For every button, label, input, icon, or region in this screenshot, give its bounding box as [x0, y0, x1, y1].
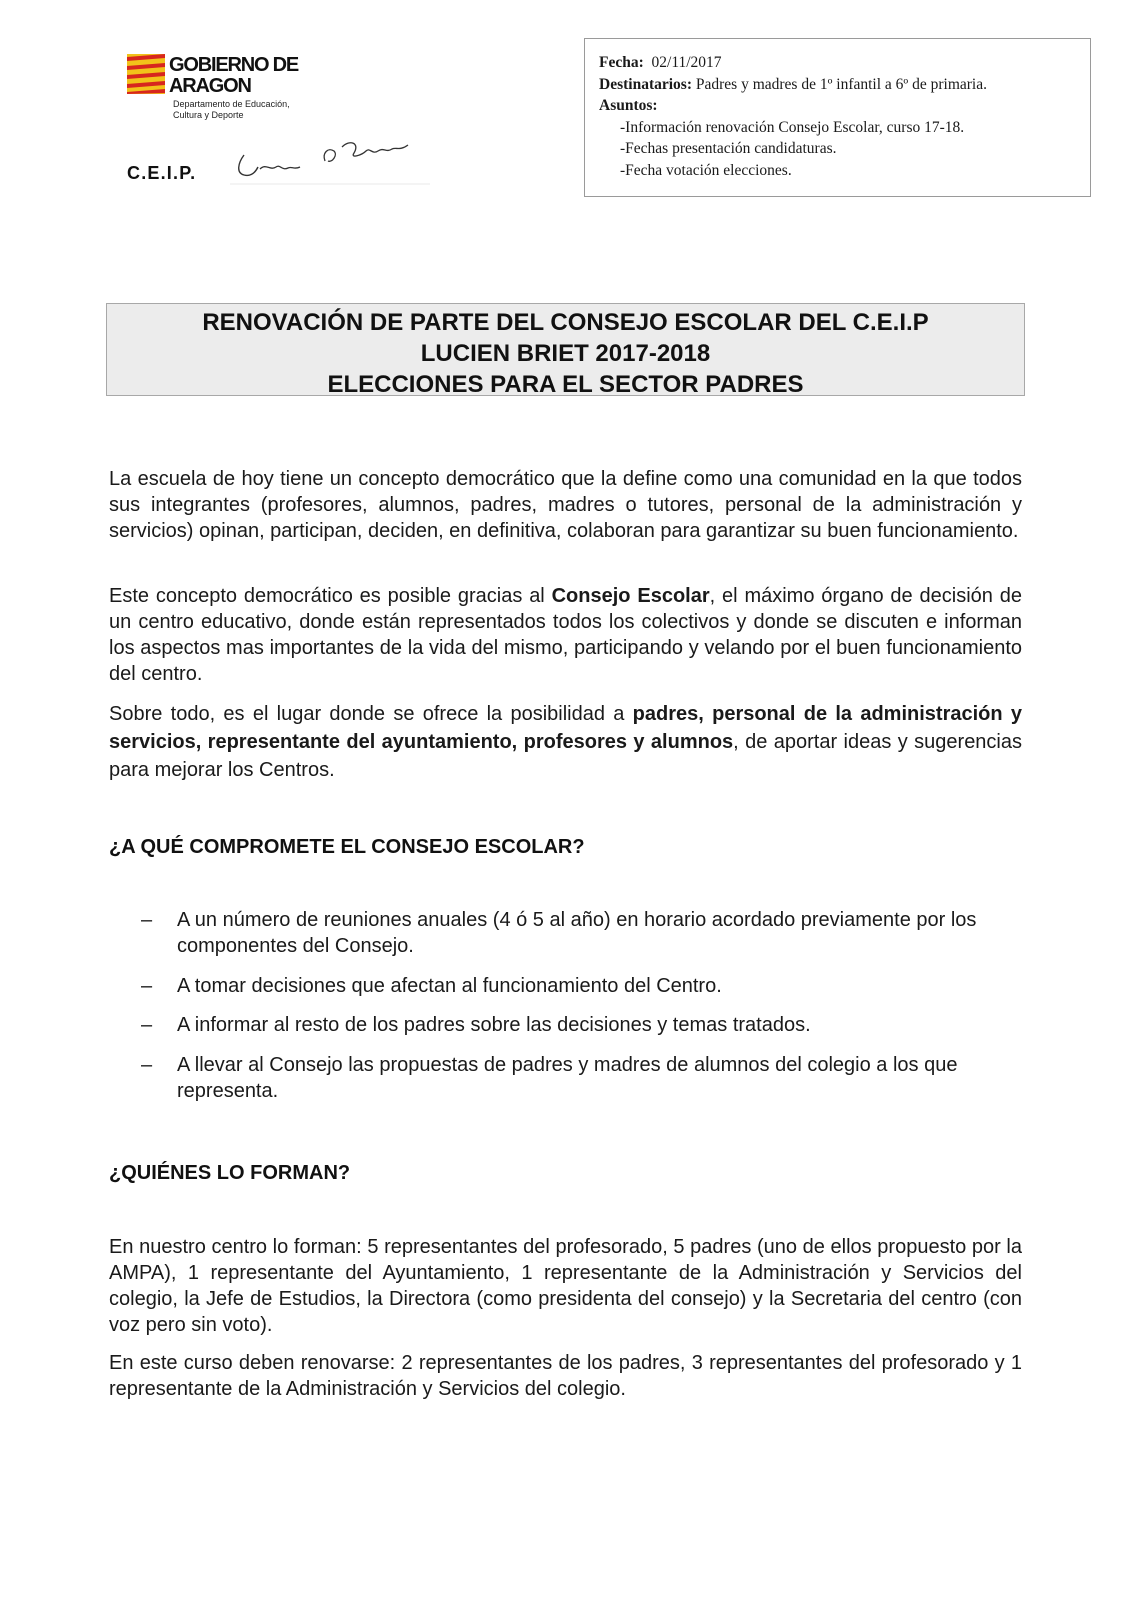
org-name: GOBIERNO DE ARAGON	[169, 54, 299, 97]
commitment-heading: ¿A QUÉ COMPROMETE EL CONSEJO ESCOLAR?	[109, 836, 585, 858]
aragon-flag-icon	[127, 54, 165, 94]
document-title: RENOVACIÓN DE PARTE DEL CONSEJO ESCOLAR DEL C.E.I.P LUCIEN BRIET 2017-2018 ELECCIONES PARA EL SECTOR PADRES	[106, 303, 1025, 396]
subject-item: -Fecha votación elecciones.	[620, 161, 792, 179]
subject-item: -Fechas presentación candidaturas.	[620, 140, 837, 157]
list-item: – A informar al resto de los padres sobre las decisiones y temas tratados.	[141, 1014, 811, 1036]
intro-paragraph-1: La escuela de hoy tiene un concepto democrático que la define como una comunidad en la que todos sus integrantes (profesores, alumnos, padres, madres o tutores, personal de la administración y servicios) opinan, participan, deciden, en definitiva, colaboran para garantizar su buen funcionamiento.	[109, 468, 1022, 542]
date-line: Fecha: 02/11/2017	[599, 54, 722, 71]
subjects-label: Asuntos:	[599, 97, 658, 114]
list-item: – A tomar decisiones que afectan al funcionamiento del Centro.	[141, 975, 722, 997]
members-paragraph-1: En nuestro centro lo forman: 5 representantes del profesorado, 5 padres (uno de ellos propuesto por la AMPA), 1 representante del Ayuntamiento, 1 representante de la Administración y Servicios del colegio, la Jefe de Estudios, la Directora (como presidenta del consejo) y la Secretaria del centro (con voz pero sin voto).	[109, 1236, 1022, 1336]
signature-lucien-briet	[230, 133, 430, 185]
members-paragraph-2: En este curso deben renovarse: 2 representantes de los padres, 3 representantes del profesorado y 1 representante de la Administración y Servicios del colegio.	[109, 1352, 1022, 1400]
intro-paragraph-2: Este concepto democrático es posible gracias al Consejo Escolar, el máximo órgano de decisión de un centro educativo, donde están representados todos los colectivos y donde se discuten e informan los aspectos mas importantes de la vida del mismo, participando y velando por el buen funcionamiento del centro.	[109, 585, 1022, 685]
intro-paragraph-3: Sobre todo, es el lugar donde se ofrece la posibilidad a padres, personal de la administración y servicios, representante del ayuntamiento, profesores y alumnos, de aportar ideas y sugerencias para mejorar los Centros.	[109, 703, 1022, 781]
members-heading: ¿QUIÉNES LO FORMAN?	[109, 1162, 351, 1184]
commitment-list	[141, 907, 1025, 1104]
list-item: – A llevar al Consejo las propuestas de padres y madres de alumnos del colegio a los que representa.	[141, 1054, 958, 1102]
list-item: – A un número de reuniones anuales (4 ó 5 al año) en horario acordado previamente por los componentes del Consejo.	[141, 909, 977, 957]
department-name: Departamento de Educación, Cultura y Deporte	[173, 99, 290, 120]
recipients-line: Destinatarios: Padres y madres de 1º infantil a 6º de primaria.	[599, 75, 987, 93]
subject-item: -Información renovación Consejo Escolar, curso 17-18.	[620, 118, 965, 136]
ceip-label: C.E.I.P.	[127, 163, 197, 183]
info-box	[584, 38, 1091, 197]
